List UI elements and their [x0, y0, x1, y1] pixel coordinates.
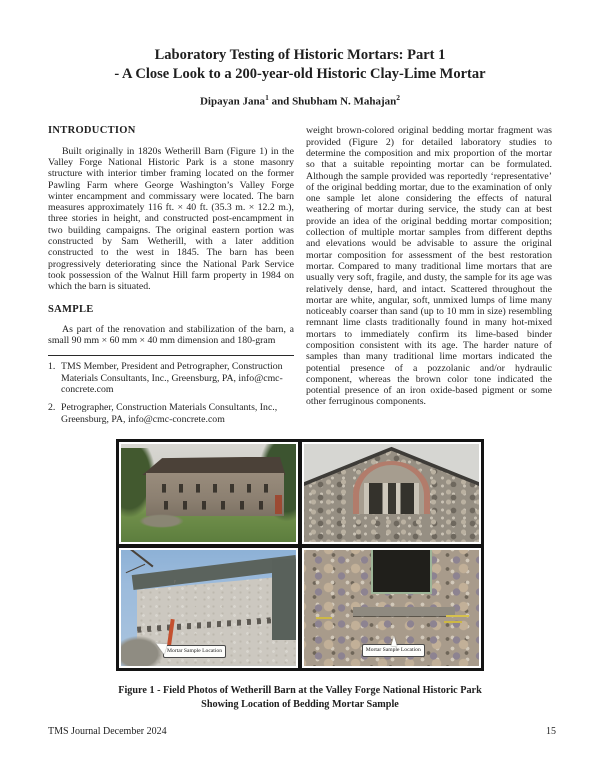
- photo-stone-wall-closeup-sample-location: [302, 548, 481, 668]
- callout-pointer: [391, 636, 397, 646]
- red-door: [275, 495, 282, 515]
- dark-siding-panel: [272, 559, 297, 640]
- stone-lintel: [353, 607, 455, 616]
- footnote-1-number: 1.: [48, 361, 56, 373]
- footnote-2: [48, 402, 294, 425]
- section-heading-sample: SAMPLE: [48, 303, 94, 315]
- figure-caption-line-2: Showing Location of Bedding Mortar Sample: [201, 698, 399, 710]
- author-1: Dipayan Jana: [199, 95, 266, 108]
- footnote-2-text: Petrographer, Construction Materials Consultants, Inc., Greensburg, PA, info@cmc-concrete.com: [61, 402, 278, 425]
- straw: [316, 617, 332, 619]
- figure-caption: [0, 684, 600, 712]
- author-2-affiliation-marker: 2: [396, 92, 401, 102]
- figure-1-photo-grid: [116, 439, 484, 671]
- rubble-pile: [139, 514, 185, 528]
- photo-gable-arched-window: [302, 442, 481, 544]
- title-line-2: - A Close Look to a 200-year-old Historic Clay-Lime Mortar: [114, 65, 486, 82]
- callout-label: Mortar Sample Location: [365, 646, 421, 653]
- photo-barn-exterior: [119, 442, 298, 544]
- authors-connector: and: [268, 95, 293, 108]
- straw: [444, 621, 462, 623]
- left-column: [48, 125, 294, 432]
- window-opening-green-frame: [371, 548, 432, 594]
- section-heading-introduction: INTRODUCTION: [48, 125, 136, 137]
- mortar-sample-location-callout: [362, 644, 425, 657]
- barn-window-openings: [149, 479, 280, 512]
- authors-line: [0, 93, 600, 108]
- right-column-paragraph: weight brown-colored original bedding mortar fragment was provided (Figure 2) for detailed laboratory studies to determine the composition and mix proportion of the mortar so that a suitable repointing mortar can be formulated. Although the sample provided was reportedly ‘representative’ of the original bedding mortar, due to the examination of only one sample let alone considering the effects of natural weathering of mortar during service, the study can at best provide an idea of the original bedding mortar composition; collection of multiple mortar samples from different depths and elevations would be advisable to assure the original mortar composition for assessment of the best restoration mortar. Compared to many traditional lime mortars that are usually very soft, fragile, and dusty, the sample for its age was relatively dense, hard, and intact. Scattered throughout the mortar are white, angular, soft, unmixed lumps of lime many noticeably coarser than sand (up to 10 mm in size) resembling remnant lime clasts traditionally found in many hot-mixed mortars to immediately confirm its lime-based binder composition consistent with its age. The harder nature of samples than many traditional lime mortars indicated the potential presence of a pozzolanic and/or hydraulic component, whereas the brown color tone indicated the potential presence of an iron oxide-based pigment or some other ferruginous components.: [306, 125, 552, 408]
- mortar-sample-location-callout: [163, 645, 226, 658]
- footnote-1: [48, 361, 294, 395]
- wall-seam: [174, 580, 248, 615]
- title-line-1: Laboratory Testing of Historic Mortars: Part 1: [154, 47, 446, 63]
- author-2: Shubham N. Mahajan: [292, 95, 397, 108]
- journal-name-date: TMS Journal December 2024: [48, 726, 167, 737]
- footnotes-block: [48, 355, 294, 424]
- page-footer: [48, 726, 556, 737]
- tree-branch: [125, 564, 145, 574]
- callout-label: Mortar Sample Location: [167, 647, 222, 654]
- author-1-affiliation-marker: 1: [265, 92, 269, 102]
- two-column-body: [0, 125, 600, 432]
- right-column: [306, 125, 552, 407]
- introduction-paragraph: Built originally in 1820s Wetherill Barn (Figure 1) in the Valley Forge National Historic Park is a stone masonry structure with interior timber framing located on the former Pawling Farm where George Washington’s Valley Forge winter encampment and commissary were located. The barn measures approximately 116 ft. × 40 ft. (35.3 m. × 12.2 m.), three stories in height, and constructed post-encampment in two building campaigns. The original eastern portion was constructed by Sam Wetherill, with a later addition constructed to the west in 1845. The barn has been progressively deteriorating since the National Park Service took possession of the Walnut Hill farm property in 1984 on which the barn is situated.: [48, 145, 294, 293]
- footnote-1-text: TMS Member, President and Petrographer, Construction Materials Consultants, Inc., Greensburg, PA, info@cmc-concrete.com: [61, 361, 283, 395]
- page-number: 15: [546, 726, 556, 737]
- page-title: [0, 46, 600, 84]
- sample-paragraph: As part of the renovation and stabilization of the barn, a small 90 mm × 60 mm × 40 mm dimension and 180-gram: [48, 323, 294, 347]
- straw: [446, 615, 469, 618]
- figure-caption-line-1: Figure 1 - Field Photos of Wetherill Barn at the Valley Forge National Historic Park: [118, 684, 482, 696]
- arched-window-opening: [364, 483, 419, 514]
- footnote-2-number: 2.: [48, 402, 56, 414]
- photo-parged-wall-sample-location: [119, 548, 298, 668]
